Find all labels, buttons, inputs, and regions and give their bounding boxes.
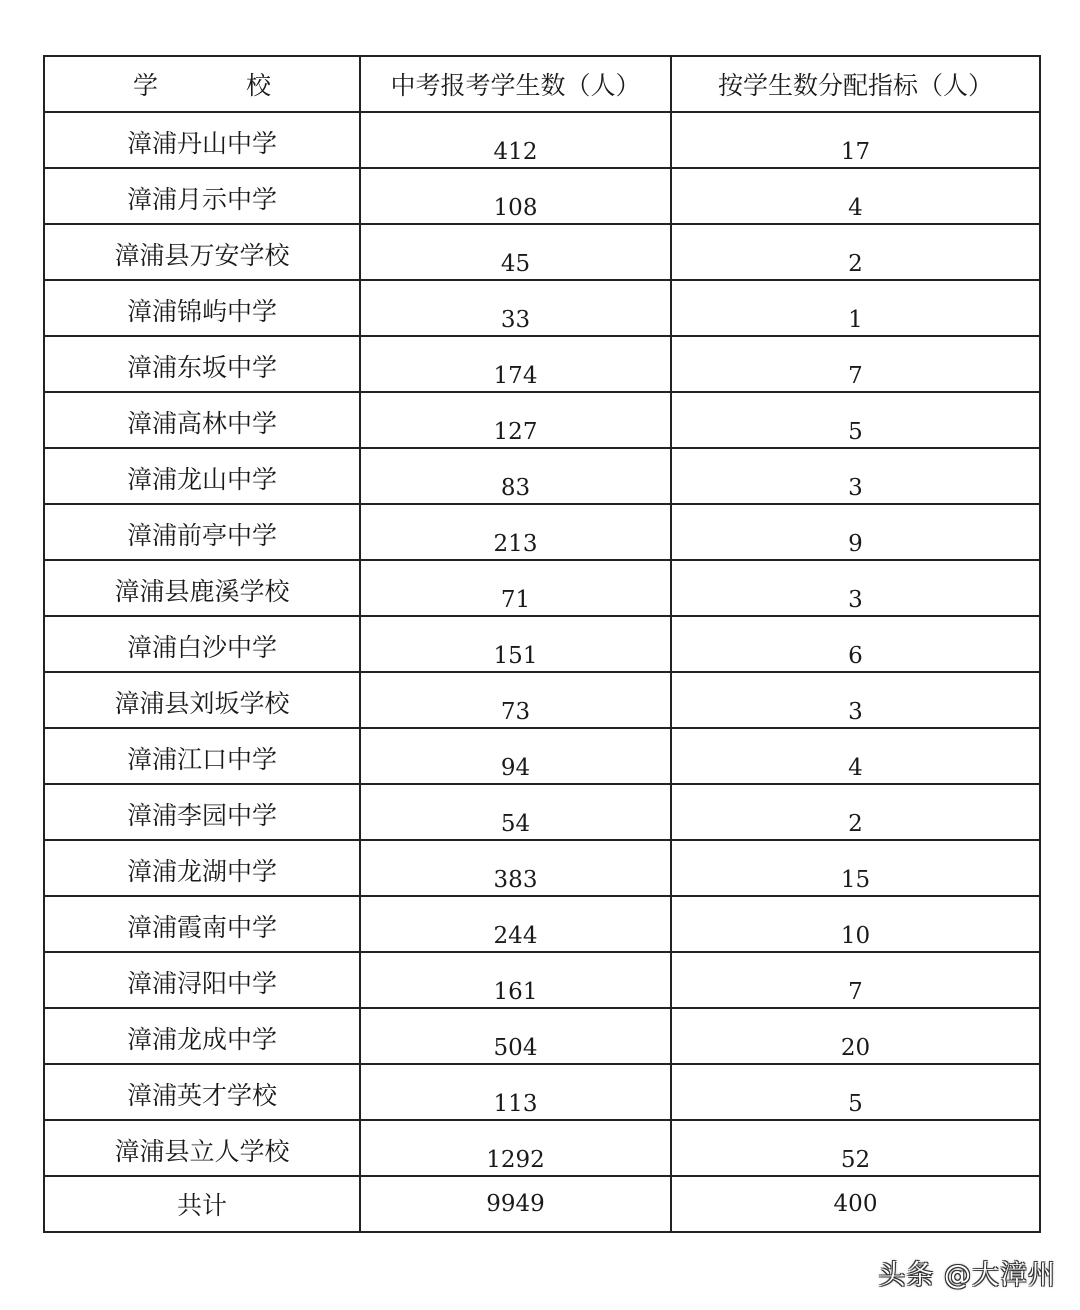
- students-cell: 213: [360, 504, 671, 560]
- table-row: [44, 840, 1040, 896]
- quota-cell: 6: [671, 616, 1040, 672]
- students-cell: 71: [360, 560, 671, 616]
- students-cell: 383: [360, 840, 671, 896]
- quota-cell: 4: [671, 728, 1040, 784]
- table-row: [44, 224, 1040, 280]
- students-cell: 73: [360, 672, 671, 728]
- students-cell: 108: [360, 168, 671, 224]
- quota-cell: 3: [671, 560, 1040, 616]
- quota-cell: 5: [671, 1064, 1040, 1120]
- quota-cell: 3: [671, 448, 1040, 504]
- quota-allocation-sheet: [43, 55, 1039, 1233]
- school-cell: 漳浦县万安学校: [44, 224, 360, 280]
- school-cell: 漳浦江口中学: [44, 728, 360, 784]
- school-cell: 漳浦霞南中学: [44, 896, 360, 952]
- students-cell: 244: [360, 896, 671, 952]
- school-cell: 漳浦县立人学校: [44, 1120, 360, 1176]
- table-row: [44, 784, 1040, 840]
- school-cell: 漳浦龙成中学: [44, 1008, 360, 1064]
- table-row: [44, 392, 1040, 448]
- quota-cell: 7: [671, 336, 1040, 392]
- school-cell: 漳浦高林中学: [44, 392, 360, 448]
- students-cell: 33: [360, 280, 671, 336]
- total-students: 9949: [360, 1176, 671, 1232]
- students-cell: 127: [360, 392, 671, 448]
- quota-cell: 17: [671, 112, 1040, 168]
- students-cell: 161: [360, 952, 671, 1008]
- quota-cell: 5: [671, 392, 1040, 448]
- school-cell: 漳浦县刘坂学校: [44, 672, 360, 728]
- school-cell: 漳浦龙湖中学: [44, 840, 360, 896]
- table-row: [44, 280, 1040, 336]
- school-cell: 漳浦月示中学: [44, 168, 360, 224]
- students-cell: 174: [360, 336, 671, 392]
- table-row: [44, 168, 1040, 224]
- students-cell: 54: [360, 784, 671, 840]
- table-row: [44, 448, 1040, 504]
- table-row: [44, 616, 1040, 672]
- quota-cell: 1: [671, 280, 1040, 336]
- table-row: [44, 952, 1040, 1008]
- school-cell: 漳浦前亭中学: [44, 504, 360, 560]
- quota-cell: 15: [671, 840, 1040, 896]
- school-cell: 漳浦东坂中学: [44, 336, 360, 392]
- quota-cell: 2: [671, 784, 1040, 840]
- quota-cell: 7: [671, 952, 1040, 1008]
- quota-cell: 10: [671, 896, 1040, 952]
- students-cell: 83: [360, 448, 671, 504]
- column-header-students: 中考报考学生数（人）: [360, 56, 671, 112]
- students-cell: 504: [360, 1008, 671, 1064]
- table-row: [44, 1064, 1040, 1120]
- students-cell: 151: [360, 616, 671, 672]
- quota-cell: 4: [671, 168, 1040, 224]
- school-cell: 漳浦英才学校: [44, 1064, 360, 1120]
- table-row: [44, 672, 1040, 728]
- school-cell: 漳浦丹山中学: [44, 112, 360, 168]
- quota-cell: 20: [671, 1008, 1040, 1064]
- total-quota: 400: [671, 1176, 1040, 1232]
- total-label: 共计: [44, 1176, 360, 1232]
- table-row: [44, 1008, 1040, 1064]
- table-header-row: [44, 56, 1040, 112]
- total-row: [44, 1176, 1040, 1232]
- quota-cell: 3: [671, 672, 1040, 728]
- quota-cell: 2: [671, 224, 1040, 280]
- quota-allocation-table: [43, 55, 1041, 1233]
- table-row: [44, 1120, 1040, 1176]
- school-cell: 漳浦浔阳中学: [44, 952, 360, 1008]
- students-cell: 45: [360, 224, 671, 280]
- table-row: [44, 504, 1040, 560]
- quota-cell: 52: [671, 1120, 1040, 1176]
- quota-cell: 9: [671, 504, 1040, 560]
- students-cell: 1292: [360, 1120, 671, 1176]
- school-cell: 漳浦李园中学: [44, 784, 360, 840]
- table-row: [44, 112, 1040, 168]
- table-row: [44, 560, 1040, 616]
- school-cell: 漳浦县鹿溪学校: [44, 560, 360, 616]
- table-row: [44, 728, 1040, 784]
- column-header-quota: 按学生数分配指标（人）: [671, 56, 1040, 112]
- students-cell: 94: [360, 728, 671, 784]
- school-cell: 漳浦龙山中学: [44, 448, 360, 504]
- source-watermark: 头条 @大漳州: [878, 1260, 1056, 1291]
- school-cell: 漳浦白沙中学: [44, 616, 360, 672]
- table-row: [44, 896, 1040, 952]
- school-cell: 漳浦锦屿中学: [44, 280, 360, 336]
- students-cell: 113: [360, 1064, 671, 1120]
- table-row: [44, 336, 1040, 392]
- column-header-school: 学 校: [44, 56, 360, 112]
- students-cell: 412: [360, 112, 671, 168]
